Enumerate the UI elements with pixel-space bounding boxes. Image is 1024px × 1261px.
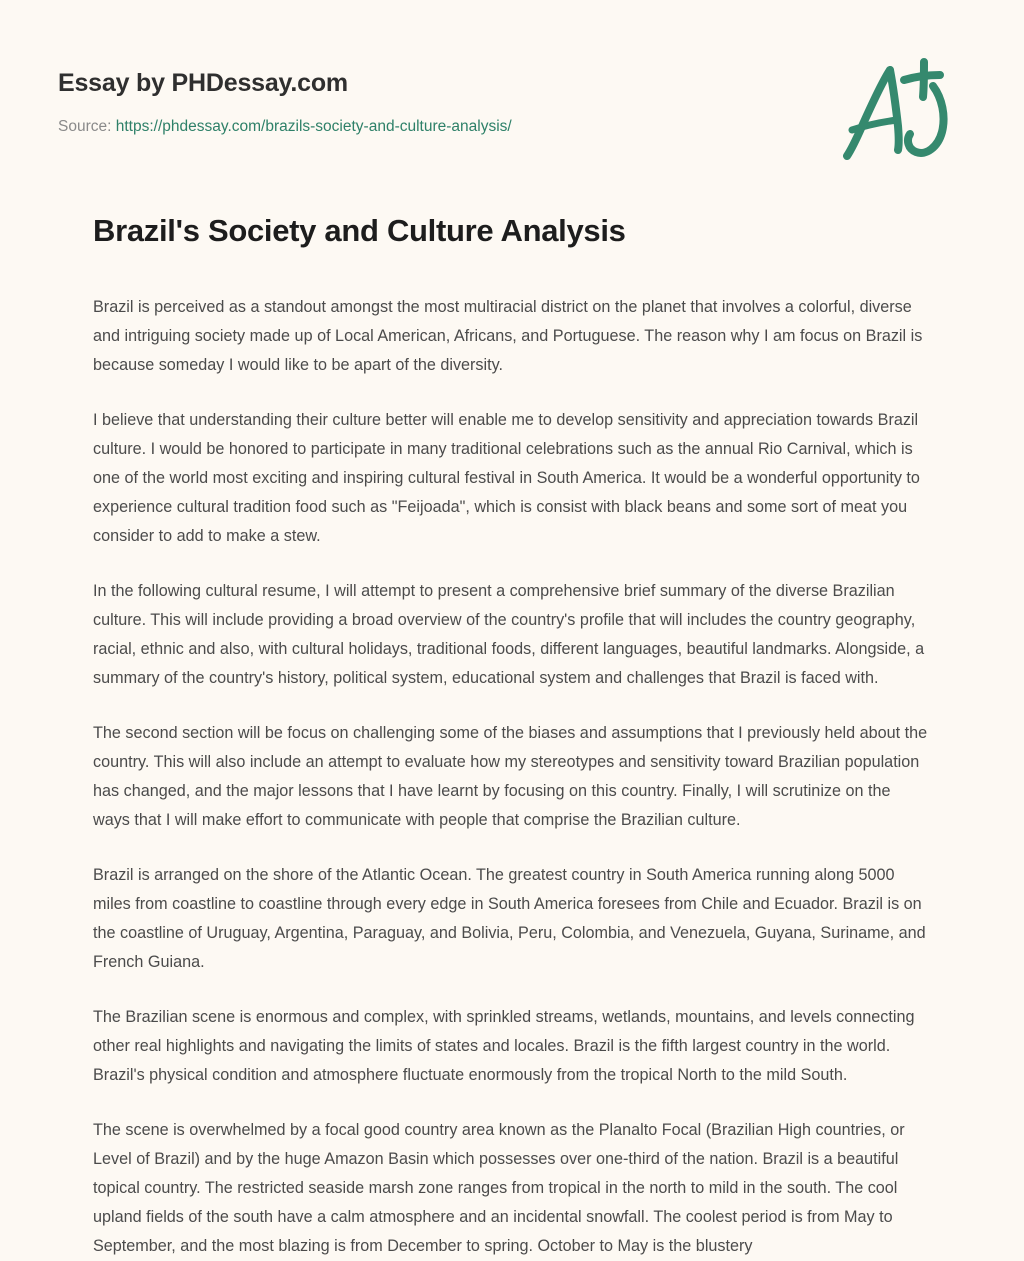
article-body — [93, 212, 931, 1261]
paragraph: The scene is overwhelmed by a focal good country area known as the Planalto Focal (Brazilian High countries, or Level of Brazil) and by the huge Amazon Basin which possesses over one-third of the nation. Brazil is a beautiful topical country. The restricted seaside marsh zone ranges from tropical in the north to mild in the south. The cool upland fields of the south have a calm atmosphere and an incidental snowfall. The coolest period is from May to September, and the most blazing is from December to spring. October to May is the blustery — [93, 1120, 905, 1255]
page-title: Brazil's Society and Culture Analysis — [93, 213, 626, 248]
page-header — [0, 0, 1024, 200]
brand-title: Essay by PHDessay.com — [58, 69, 348, 97]
paragraph: I believe that understanding their culture better will enable me to develop sensitivity and appreciation towards Brazil culture. I would be honored to participate in many traditional celebrations such as the annual Rio Carnival, which is one of the world most exciting and inspiring cultural festival in South America. It would be a wonderful opportunity to experience cultural tradition food such as "Feijoada", which is consist with black beans and some sort of meat you consider to add to make a stew. — [93, 410, 920, 545]
source-url-link[interactable]: https://phdessay.com/brazils-society-and-culture-analysis/ — [115, 118, 512, 135]
source-label: Source: — [58, 118, 112, 135]
paragraph: Brazil is arranged on the shore of the Atlantic Ocean. The greatest country in South America running along 5000 miles from coastline to coastline through every edge in South America foresees from Chile and Ecuador. Brazil is on the coastline of Uruguay, Argentina, Paraguay, and Bolivia, Peru, Colombia, and Venezuela, Guyana, Suriname, and French Guiana. — [93, 865, 926, 971]
brand-block — [58, 68, 758, 137]
a-plus-logo-svg — [834, 52, 964, 172]
paragraph: Brazil is perceived as a standout amongst the most multiracial district on the planet that involves a colorful, diverse and intriguing society made up of Local American, Africans, and Portuguese. The reason why I am focus on Brazil is because someday I would like to be apart of the diversity. — [93, 297, 923, 374]
a-plus-logo-icon — [834, 52, 964, 172]
paragraph: The second section will be focus on challenging some of the biases and assumptions that I previously held about the country. This will also include an attempt to evaluate how my stereotypes and sensitivity toward Brazilian population has changed, and the major lessons that I have learnt by focusing on this country. Finally, I will scrutinize on the ways that I will make effort to communicate with people that comprise the Brazilian culture. — [93, 723, 928, 829]
paragraph: In the following cultural resume, I will attempt to present a comprehensive brief summary of the diverse Brazilian culture. This will include providing a broad overview of the country's profile that will includes the country geography, racial, ethnic and also, with cultural holidays, traditional foods, different languages, beautiful landmarks. Alongside, a summary of the country's history, political system, educational system and challenges that Brazil is faced with. — [93, 581, 925, 687]
paragraph: The Brazilian scene is enormous and complex, with sprinkled streams, wetlands, mountains, and levels connecting other real highlights and navigating the limits of states and locales. Brazil is the fifth largest country in the world. Brazil's physical condition and atmosphere fluctuate enormously from the tropical North to the mild South. — [93, 1007, 915, 1084]
source-line — [58, 117, 758, 137]
